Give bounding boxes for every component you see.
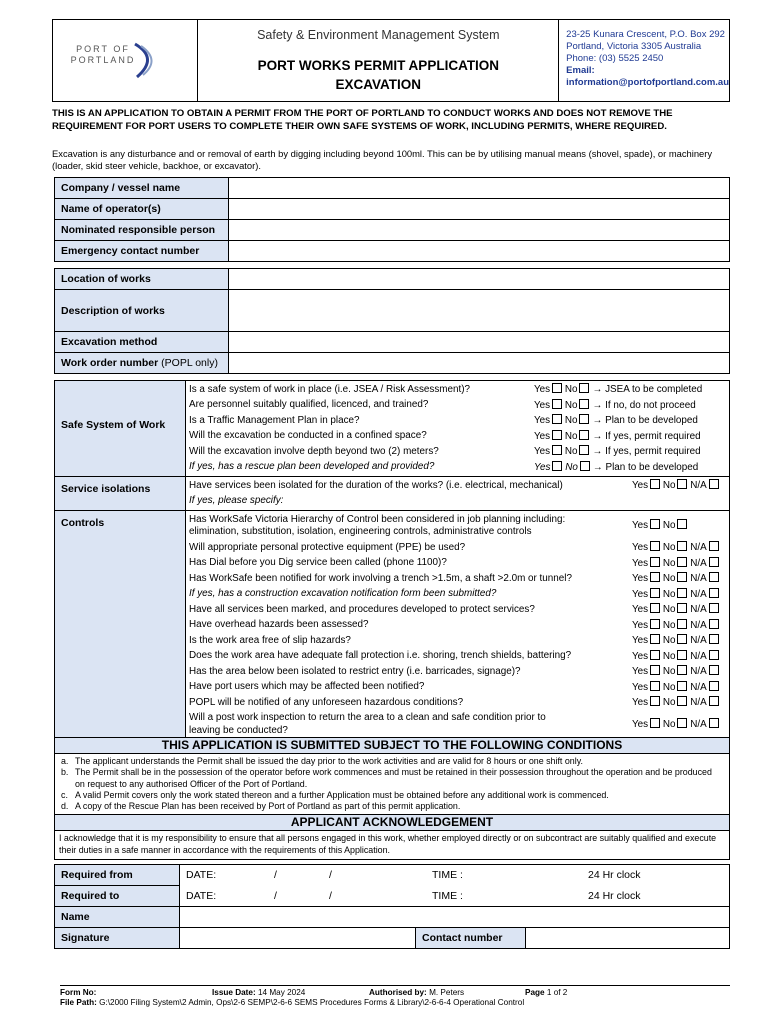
work-order-note: (POPL only)	[158, 357, 218, 369]
na-checkbox[interactable]	[709, 557, 719, 567]
form-no-label: Form No:	[60, 988, 97, 997]
answer-options	[632, 519, 726, 533]
yes-label: Yes	[534, 384, 551, 395]
no-label: No	[662, 480, 676, 491]
footer-row	[60, 988, 730, 998]
na-checkbox[interactable]	[709, 479, 719, 489]
permit-title-line1: PORT WORKS PERMIT APPLICATION	[257, 58, 500, 73]
question-text: POPL will be notified of any unforeseen hazardous conditions?	[189, 696, 464, 708]
conditions-list	[55, 754, 729, 814]
date-separator: /	[274, 869, 277, 882]
yes-checkbox[interactable]	[650, 572, 660, 582]
emergency-label: Emergency contact number	[55, 241, 229, 262]
contact-label: Contact number	[416, 928, 526, 949]
yes-label: Yes	[632, 604, 649, 615]
no-label: No	[662, 666, 676, 677]
no-checkbox[interactable]	[677, 519, 687, 529]
yes-checkbox[interactable]	[552, 445, 562, 455]
time-label: TIME :	[432, 869, 463, 882]
no-checkbox[interactable]	[677, 479, 687, 489]
na-checkbox[interactable]	[709, 634, 719, 644]
specify-text: If yes, please specify:	[189, 495, 284, 506]
na-label: N/A	[690, 619, 707, 631]
no-label: No	[662, 619, 676, 631]
answer-options	[632, 619, 726, 633]
question-line: Will a post work inspection to return the area to a clean and safe condition prior to	[189, 712, 546, 723]
question-text: Does the work area have adequate fall protection i.e. shoring, trench shields, battering?	[189, 650, 572, 661]
yes-label: Yes	[632, 681, 649, 693]
work-order-label	[55, 353, 229, 374]
no-checkbox[interactable]	[677, 619, 687, 629]
no-label: No	[662, 718, 676, 730]
yes-checkbox[interactable]	[552, 383, 562, 393]
yes-checkbox[interactable]	[650, 519, 660, 529]
required-to-field[interactable]	[180, 886, 730, 907]
na-label: N/A	[690, 604, 707, 615]
operators-field[interactable]	[229, 199, 730, 220]
issue-label: Issue Date:	[212, 988, 256, 997]
checklist-table	[54, 380, 730, 741]
required-from-label: Required from	[55, 865, 180, 886]
na-label: N/A	[690, 635, 707, 646]
yes-label: Yes	[632, 573, 649, 584]
condition-item	[61, 790, 723, 801]
signoff-table	[54, 864, 730, 949]
answer-options	[632, 588, 726, 602]
no-label: No	[662, 542, 676, 553]
condition-text: A valid Permit covers only the work stated thereon and a further Application must be obtained before any additional work is commenced.	[75, 789, 609, 800]
location-field[interactable]	[229, 269, 730, 290]
na-label: N/A	[690, 650, 707, 662]
answer-options	[534, 399, 726, 413]
yes-label: Yes	[632, 697, 649, 708]
no-label: No	[564, 399, 578, 411]
question-row	[189, 695, 726, 711]
yes-checkbox[interactable]	[552, 461, 562, 471]
yes-checkbox[interactable]	[650, 665, 660, 675]
clock-note: 24 Hr clock	[588, 869, 641, 882]
answer-options	[632, 718, 726, 732]
question-row	[189, 571, 726, 587]
address-cell	[559, 20, 729, 101]
no-label: No	[662, 604, 676, 615]
safe-system-label: Safe System of Work	[55, 381, 186, 477]
yes-checkbox[interactable]	[650, 479, 660, 489]
answer-options	[632, 634, 726, 648]
question-text: Are personnel suitably qualified, licenced, and trained?	[189, 399, 429, 410]
yes-checkbox[interactable]	[552, 430, 562, 440]
question-row	[189, 429, 726, 445]
disclaimer: THIS IS AN APPLICATION TO OBTAIN A PERMIT FROM THE PORT OF PORTLAND TO CONDUCT WORKS AND DOES NOT REMOVE THE REQUIREMENT FOR PORT USERS TO COMPLETE THEIR OWN SAFE SYSTEMS OF WORK, INCLUDING PERMITS, WHERE REQUIRED.	[52, 108, 673, 132]
conditions-title: THIS APPLICATION IS SUBMITTED SUBJECT TO THE FOLLOWING CONDITIONS	[55, 738, 729, 754]
yes-label: Yes	[632, 542, 649, 553]
question-row	[189, 444, 726, 460]
question-row	[189, 618, 726, 634]
action-note: → Plan to be developed	[592, 415, 698, 426]
na-label: N/A	[690, 681, 707, 693]
no-checkbox[interactable]	[677, 557, 687, 567]
date-separator: /	[329, 889, 332, 902]
responsible-field[interactable]	[229, 220, 730, 241]
permit-title-line2: EXCAVATION	[335, 77, 422, 92]
na-label: N/A	[690, 557, 707, 569]
na-label: N/A	[690, 480, 707, 491]
no-label: No	[564, 384, 578, 395]
question-text: Will appropriate personal protective equipment (PPE) be used?	[189, 541, 466, 553]
yes-checkbox[interactable]	[650, 557, 660, 567]
signature-label: Signature	[55, 928, 180, 949]
no-checkbox[interactable]	[677, 718, 687, 728]
no-checkbox[interactable]	[579, 383, 589, 393]
email: Email: information@portofportland.com.au	[566, 65, 729, 88]
method-field[interactable]	[229, 332, 730, 353]
no-checkbox[interactable]	[579, 414, 589, 424]
yes-checkbox[interactable]	[650, 619, 660, 629]
na-label: N/A	[690, 542, 707, 553]
question-row	[189, 602, 726, 618]
yes-checkbox[interactable]	[650, 588, 660, 598]
yes-label: Yes	[534, 461, 551, 473]
answer-options	[632, 603, 726, 617]
action-note: → Plan to be developed	[592, 461, 699, 473]
question-text: Has the area below been isolated to restrict entry (i.e. barricades, signage)?	[189, 665, 521, 677]
na-label: N/A	[690, 666, 707, 677]
na-checkbox[interactable]	[709, 665, 719, 675]
page-label: Page	[525, 988, 545, 997]
path-value: G:\2000 Filing System\2 Admin, Ops\2-6 SEMP\2-6-6 SEMS Procedures Forms & Library\2-6-6-4 Operational Control	[99, 998, 525, 1007]
conditions-section	[54, 737, 730, 860]
controls-questions	[186, 511, 730, 741]
auth-value: M. Peters	[429, 988, 465, 997]
condition-item	[61, 767, 723, 790]
yes-checkbox[interactable]	[650, 650, 660, 660]
document-header	[52, 19, 730, 102]
question-text: Have all services been marked, and procedures developed to protect services?	[189, 603, 535, 615]
no-label: No	[662, 520, 676, 532]
auth-label: Authorised by:	[369, 988, 427, 997]
no-checkbox[interactable]	[579, 430, 589, 440]
na-checkbox[interactable]	[709, 603, 719, 613]
question-row	[189, 460, 726, 476]
safe-system-questions	[186, 381, 730, 477]
question-row	[189, 512, 726, 540]
no-label: No	[662, 697, 676, 708]
question-row	[189, 398, 726, 414]
na-checkbox[interactable]	[709, 650, 719, 660]
condition-key: c.	[61, 789, 68, 800]
intro-text: Excavation is any disturbance and or removal of earth by digging including beyond 100ml. This can be by utilising manual means (shovel, spade), or machinery (loader, skid steer vehicle, backhoe, or excavator).	[52, 148, 713, 171]
system-title: Safety & Environment Management System	[257, 28, 500, 42]
name-label: Name	[55, 907, 180, 928]
answer-options	[632, 479, 726, 493]
responsible-label: Nominated responsible person	[55, 220, 229, 241]
acknowledgement-text: I acknowledge that it is my responsibility to ensure that all persons engaged in this work, whether employed directly or on subcontract are suitably qualified and execute their duties in a safe manner in accordance with the requirements of this Application.	[59, 833, 717, 855]
question-line: Has WorkSafe Victoria Hierarchy of Control been considered in job planning including:	[189, 513, 566, 525]
na-checkbox[interactable]	[709, 696, 719, 706]
yes-label: Yes	[632, 480, 649, 491]
no-label: No	[662, 573, 676, 584]
question-row	[189, 649, 726, 665]
question-text: Is a Traffic Management Plan in place?	[189, 414, 360, 426]
answer-options	[534, 445, 726, 459]
condition-text: The Permit shall be in the possession of the operator before work commences and must be retained in their possession throughout the operation and be produced on request to any authorised Officer of the Port of Portland.	[75, 767, 712, 789]
answer-options	[534, 383, 726, 397]
no-checkbox[interactable]	[579, 399, 589, 409]
question-row	[189, 711, 726, 739]
answer-options	[632, 665, 726, 679]
question-row	[189, 382, 726, 398]
question-text: Have port users which may be affected been notified?	[189, 681, 425, 692]
no-checkbox[interactable]	[677, 681, 687, 691]
condition-item	[61, 801, 723, 812]
answer-options	[534, 414, 726, 428]
no-label: No	[662, 681, 676, 693]
yes-label: Yes	[632, 650, 649, 662]
question-text: Have overhead hazards been assessed?	[189, 619, 369, 630]
title-cell	[198, 20, 559, 101]
condition-key: d.	[61, 801, 69, 812]
no-label: No	[662, 557, 676, 569]
answer-options	[632, 650, 726, 664]
no-label: No	[662, 588, 676, 600]
yes-label: Yes	[632, 557, 649, 569]
yes-label: Yes	[632, 588, 649, 600]
date-separator: /	[329, 869, 332, 882]
logo-cell	[53, 20, 198, 101]
address-line1: 23-25 Kunara Crescent, P.O. Box 292	[566, 29, 725, 40]
no-checkbox[interactable]	[677, 603, 687, 613]
yes-label: Yes	[632, 666, 649, 677]
no-checkbox[interactable]	[579, 445, 589, 455]
yes-label: Yes	[632, 635, 649, 646]
question-text: Will the excavation be conducted in a confined space?	[189, 430, 427, 441]
no-label: No	[564, 446, 578, 457]
question-text: Is a safe system of work in place (i.e. JSEA / Risk Assessment)?	[189, 383, 470, 395]
na-checkbox[interactable]	[709, 619, 719, 629]
no-checkbox[interactable]	[677, 696, 687, 706]
description-field[interactable]	[229, 290, 730, 332]
work-order-label-text: Work order number	[61, 357, 159, 369]
no-label: No	[564, 430, 578, 442]
no-checkbox[interactable]	[677, 541, 687, 551]
contact-field[interactable]	[526, 928, 730, 949]
yes-checkbox[interactable]	[650, 541, 660, 551]
no-checkbox[interactable]	[677, 572, 687, 582]
yes-checkbox[interactable]	[650, 681, 660, 691]
answer-options	[534, 461, 726, 475]
path-label: File Path:	[60, 998, 97, 1007]
operators-label: Name of operator(s)	[55, 199, 229, 220]
date-label: DATE:	[186, 889, 217, 902]
yes-label: Yes	[534, 446, 551, 457]
na-checkbox[interactable]	[709, 588, 719, 598]
answer-options	[632, 681, 726, 695]
issue-date: 14 May 2024	[257, 988, 306, 997]
service-isolations-questions	[186, 477, 730, 511]
action-note: → JSEA to be completed	[592, 384, 703, 395]
question-row	[189, 413, 726, 429]
port-of-portland-logo	[63, 44, 143, 66]
question-row	[189, 540, 726, 556]
question-text: Has WorkSafe been notified for work involving a trench >1.5m, a shaft >2.0m or tunnel?	[189, 572, 572, 584]
condition-key: b.	[61, 767, 69, 778]
controls-label: Controls	[55, 511, 186, 741]
logo-swoosh-icon	[133, 40, 163, 80]
works-details-table	[54, 268, 730, 374]
yes-label: Yes	[632, 718, 649, 730]
no-checkbox[interactable]	[677, 588, 687, 598]
question-text	[189, 514, 565, 539]
question-text: Is the work area free of slip hazards?	[189, 634, 351, 646]
yes-checkbox[interactable]	[650, 603, 660, 613]
na-label: N/A	[690, 718, 707, 730]
method-label: Excavation method	[55, 332, 229, 353]
question-row	[189, 556, 726, 572]
logo-line2: PORTLAND	[70, 55, 136, 65]
question-text: If yes, has a rescue plan been developed and provided?	[189, 461, 435, 472]
yes-checkbox[interactable]	[650, 718, 660, 728]
answer-options	[632, 696, 726, 710]
condition-item	[61, 756, 723, 767]
permit-title	[198, 56, 558, 94]
question-row	[189, 633, 726, 649]
page-value: 1 of 2	[546, 988, 568, 997]
na-checkbox[interactable]	[709, 718, 719, 728]
yes-checkbox[interactable]	[650, 634, 660, 644]
no-label: No	[662, 650, 676, 662]
question-text: Will the excavation involve depth beyond two (2) meters?	[189, 445, 439, 457]
na-checkbox[interactable]	[709, 541, 719, 551]
condition-text: A copy of the Rescue Plan has been received by Port of Portland as part of this permit application.	[75, 801, 461, 812]
na-checkbox[interactable]	[709, 681, 719, 691]
question-text: If yes, has a construction excavation notification form been submitted?	[189, 588, 497, 599]
answer-options	[534, 430, 726, 444]
no-label: No	[564, 415, 578, 426]
yes-label: Yes	[632, 520, 649, 532]
no-checkbox[interactable]	[580, 461, 590, 471]
yes-label: Yes	[632, 619, 649, 631]
na-label: N/A	[690, 573, 707, 584]
applicant-details-table	[54, 177, 730, 262]
work-order-field[interactable]	[229, 353, 730, 374]
question-row	[189, 664, 726, 680]
question-row	[189, 587, 726, 603]
question-row	[189, 494, 726, 510]
na-label: N/A	[690, 697, 707, 708]
question-text: Has Dial before you Dig service been called (phone 1100)?	[189, 557, 447, 568]
yes-label: Yes	[534, 399, 551, 411]
answer-options	[632, 557, 726, 571]
question-line: leaving be conducted?	[189, 724, 288, 736]
action-note: → If yes, permit required	[592, 430, 701, 442]
date-label: DATE:	[186, 869, 217, 882]
no-label: No	[662, 635, 676, 646]
no-label: No	[565, 461, 578, 473]
date-separator: /	[274, 889, 277, 902]
required-from-field[interactable]	[180, 865, 730, 886]
yes-label: Yes	[534, 415, 551, 426]
required-to-label: Required to	[55, 886, 180, 907]
description-label: Description of works	[55, 290, 229, 332]
condition-key: a.	[61, 756, 69, 766]
no-checkbox[interactable]	[677, 665, 687, 675]
action-note: → If no, do not proceed	[592, 399, 696, 411]
time-label: TIME :	[432, 889, 463, 902]
acknowledgement-title: APPLICANT ACKNOWLEDGEMENT	[55, 814, 729, 831]
yes-checkbox[interactable]	[552, 414, 562, 424]
question-row	[189, 478, 726, 494]
company-label: Company / vessel name	[55, 178, 229, 199]
no-checkbox[interactable]	[677, 634, 687, 644]
footer-row	[60, 998, 730, 1008]
address-line2: Portland, Victoria 3305 Australia	[566, 41, 702, 52]
yes-checkbox[interactable]	[650, 696, 660, 706]
footer	[60, 985, 730, 1008]
clock-note: 24 Hr clock	[588, 889, 641, 902]
action-note: → If yes, permit required	[592, 446, 701, 457]
question-row	[189, 680, 726, 696]
no-checkbox[interactable]	[677, 650, 687, 660]
answer-options	[632, 572, 726, 586]
question-line: elimination, substitution, isolation, engineering controls, administrative controls	[189, 526, 532, 537]
name-field[interactable]	[180, 907, 730, 928]
signature-field[interactable]	[180, 928, 416, 949]
question-text: Have services been isolated for the duration of the works? (i.e. electrical, mechanical)	[189, 479, 563, 491]
emergency-field[interactable]	[229, 241, 730, 262]
phone: Phone: (03) 5525 2450	[566, 53, 664, 64]
yes-label: Yes	[534, 430, 551, 442]
service-isolations-label: Service isolations	[55, 477, 186, 511]
answer-options	[632, 541, 726, 555]
company-field[interactable]	[229, 178, 730, 199]
logo-line1: PORT OF	[76, 44, 130, 54]
na-label: N/A	[690, 588, 707, 600]
na-checkbox[interactable]	[709, 572, 719, 582]
question-text	[189, 712, 546, 737]
location-label: Location of works	[55, 269, 229, 290]
yes-checkbox[interactable]	[552, 399, 562, 409]
condition-text: The applicant understands the Permit shall be issued the day prior to the work activities and are valid for 8 hours or one shift only.	[75, 756, 583, 766]
